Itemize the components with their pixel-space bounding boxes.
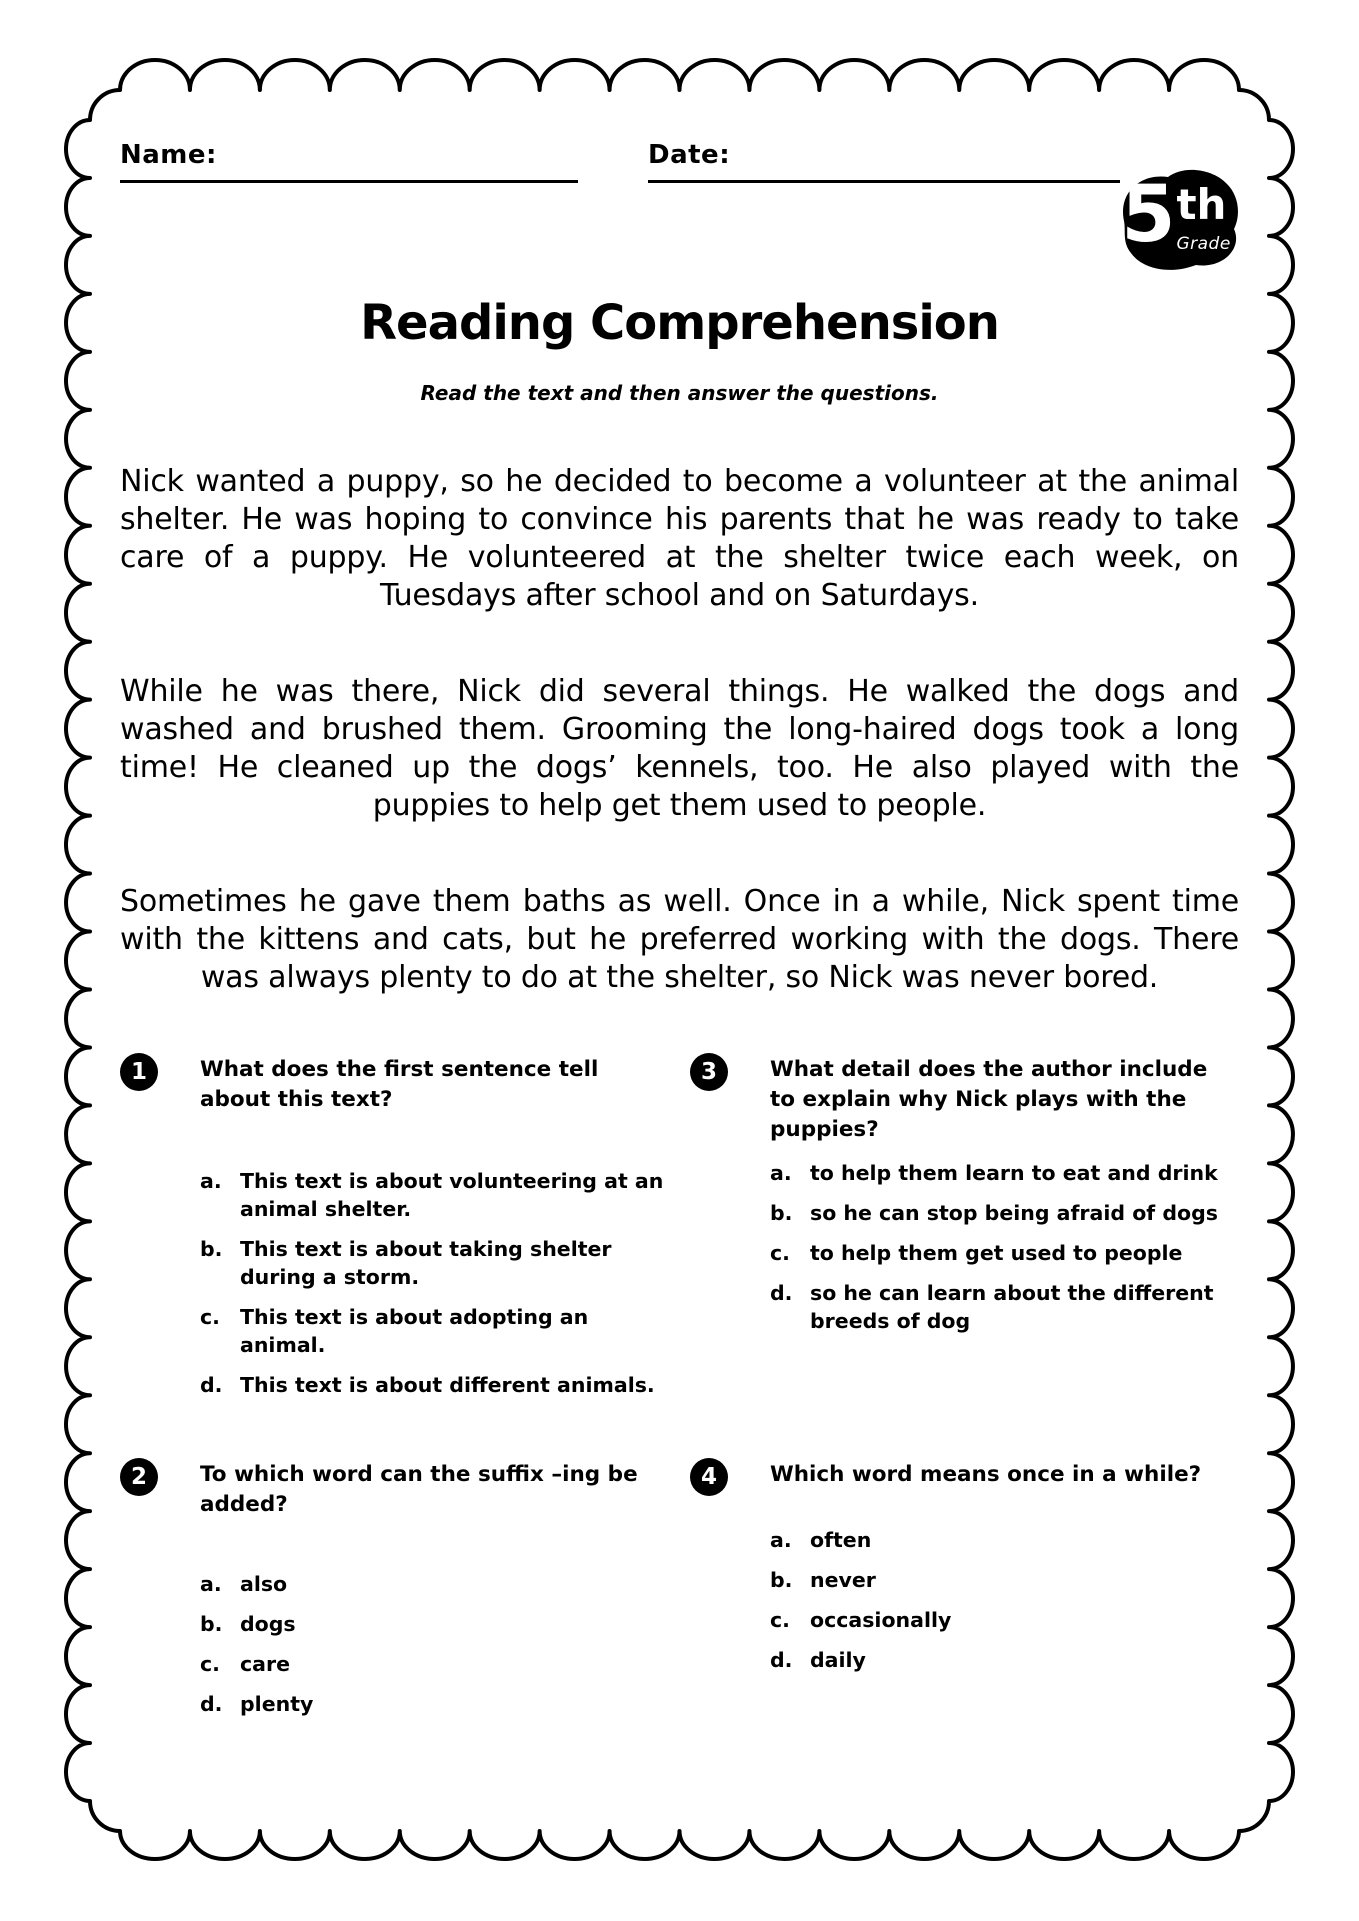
- question-block-4: [690, 1460, 1239, 1674]
- option-text: occasionally: [810, 1607, 952, 1632]
- name-label: Name:: [120, 140, 217, 170]
- question-1-number-badge: 1: [120, 1053, 158, 1091]
- question-2-options: [200, 1570, 665, 1718]
- option-letter: b.: [770, 1567, 793, 1592]
- option-text: also: [240, 1571, 288, 1596]
- option-row[interactable]: [200, 1371, 665, 1399]
- passage-paragraph-3: Sometimes he gave them baths as well. Once in a while, Nick spent time with the kittens and cats, but he preferred working with the dogs. There was always plenty to do at the shelter, so Nick was never bored.: [120, 883, 1239, 995]
- option-row[interactable]: [200, 1167, 665, 1223]
- question-3-text: What detail does the author include to explain why Nick plays with the puppies?: [770, 1056, 1208, 1142]
- option-row[interactable]: [770, 1606, 1239, 1634]
- date-label: Date:: [648, 140, 731, 170]
- question-2-text: To which word can the suffix –ing be added?: [200, 1461, 638, 1517]
- option-text: This text is about adopting an animal.: [240, 1304, 589, 1357]
- option-row[interactable]: [200, 1690, 665, 1718]
- option-text: care: [240, 1651, 290, 1676]
- option-letter: a.: [770, 1527, 792, 1552]
- passage-paragraph-1: Nick wanted a puppy, so he decided to become a volunteer at the animal shelter. He was hoping to convince his parents that he was ready to take care of a puppy. He volunteered at the shelter twice each week, on Tuesdays after school and on Saturdays.: [120, 463, 1239, 613]
- date-field[interactable]: [648, 140, 1120, 183]
- option-letter: c.: [770, 1607, 790, 1632]
- option-text: to help them get used to people: [810, 1240, 1183, 1265]
- passage-paragraph-2: While he was there, Nick did several things. He walked the dogs and washed and brushed them. Grooming the long-haired dogs took a long time! He cleaned up the dogs’ kennels, too. He also played with the puppies to help get them used to people.: [120, 673, 1239, 823]
- option-letter: d.: [200, 1691, 223, 1716]
- option-text: plenty: [240, 1691, 314, 1716]
- option-row[interactable]: [770, 1199, 1239, 1227]
- option-row[interactable]: [770, 1646, 1239, 1674]
- option-row[interactable]: [200, 1235, 665, 1291]
- option-letter: c.: [770, 1240, 790, 1265]
- option-letter: b.: [770, 1200, 793, 1225]
- badge-ordinal: th: [1176, 180, 1227, 229]
- option-row[interactable]: [200, 1303, 665, 1359]
- option-letter: b.: [200, 1236, 223, 1261]
- question-2-number-badge: 2: [120, 1458, 158, 1496]
- option-row[interactable]: [200, 1650, 665, 1678]
- option-letter: d.: [770, 1647, 793, 1672]
- option-text: so he can learn about the different breeds of dog: [810, 1280, 1214, 1333]
- option-row[interactable]: [200, 1610, 665, 1638]
- reading-passage: [120, 463, 1239, 997]
- badge-number: 5: [1121, 170, 1176, 260]
- questions-grid: [120, 1055, 1239, 1718]
- option-letter: d.: [200, 1372, 223, 1397]
- option-letter: a.: [770, 1160, 792, 1185]
- question-block-3: [690, 1055, 1239, 1460]
- option-text: This text is about volunteering at an animal shelter.: [240, 1168, 664, 1221]
- question-3-options: [770, 1159, 1239, 1335]
- option-text: daily: [810, 1647, 866, 1672]
- option-letter: c.: [200, 1651, 220, 1676]
- option-row[interactable]: [770, 1566, 1239, 1594]
- option-letter: a.: [200, 1168, 222, 1193]
- question-4-text: Which word means once in a while?: [770, 1461, 1202, 1487]
- option-row[interactable]: [770, 1279, 1239, 1335]
- header-fields: [120, 140, 1239, 183]
- name-field[interactable]: [120, 140, 578, 183]
- option-row[interactable]: [770, 1159, 1239, 1187]
- option-text: to help them learn to eat and drink: [810, 1160, 1218, 1185]
- questions-column-right: [690, 1055, 1239, 1718]
- option-letter: c.: [200, 1304, 220, 1329]
- question-block-1: [120, 1055, 665, 1460]
- question-1-options: [200, 1167, 665, 1399]
- instructions-text: Read the text and then answer the questions.: [420, 380, 939, 405]
- option-row[interactable]: [200, 1570, 665, 1598]
- option-text: never: [810, 1567, 876, 1592]
- page-title: Reading Comprehension: [360, 295, 999, 351]
- option-text: This text is about different animals.: [240, 1372, 655, 1397]
- option-text: dogs: [240, 1611, 296, 1636]
- option-letter: a.: [200, 1571, 222, 1596]
- question-block-2: [120, 1460, 665, 1718]
- option-row[interactable]: [770, 1526, 1239, 1554]
- option-text: This text is about taking shelter during a storm.: [240, 1236, 612, 1289]
- option-text: often: [810, 1527, 872, 1552]
- option-row[interactable]: [770, 1239, 1239, 1267]
- question-1-text: What does the first sentence tell about this text?: [200, 1056, 599, 1112]
- question-4-options: [770, 1526, 1239, 1674]
- option-letter: d.: [770, 1280, 793, 1305]
- question-4-number-badge: 4: [690, 1458, 728, 1496]
- option-letter: b.: [200, 1611, 223, 1636]
- questions-column-left: [120, 1055, 665, 1718]
- question-3-number-badge: 3: [690, 1053, 728, 1091]
- option-text: so he can stop being afraid of dogs: [810, 1200, 1218, 1225]
- badge-grade-label: Grade: [1176, 234, 1231, 254]
